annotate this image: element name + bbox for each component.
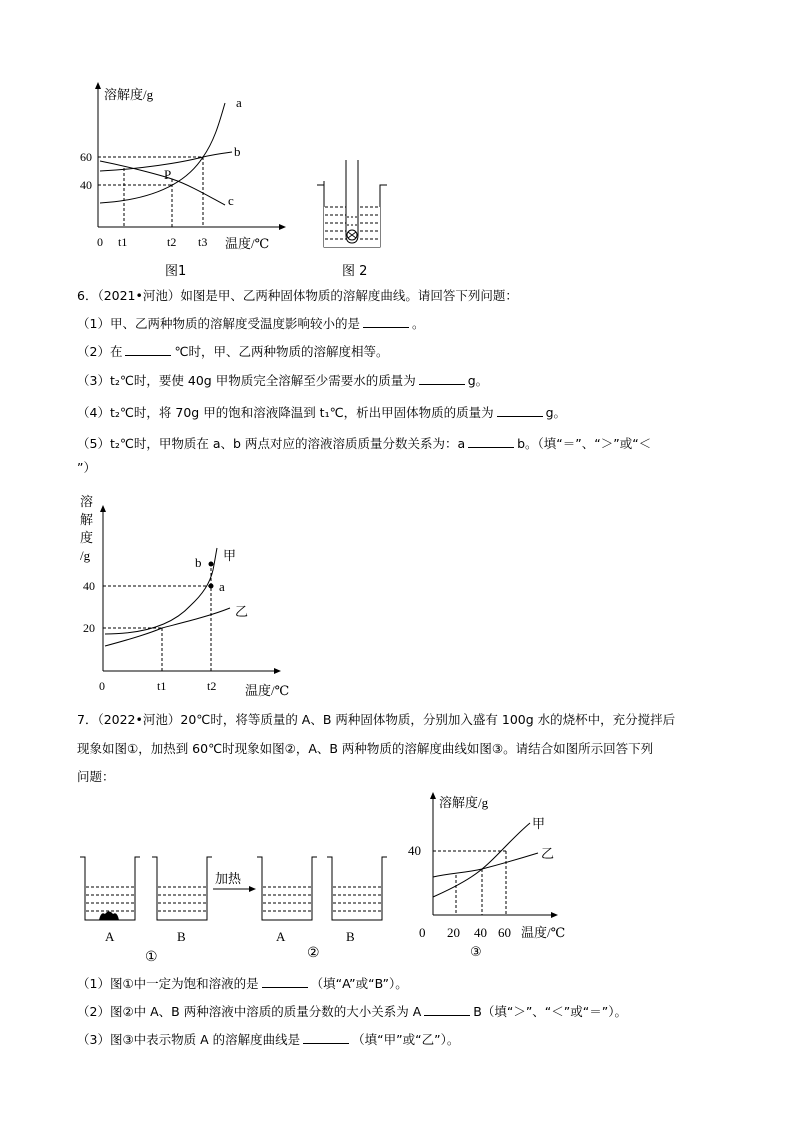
tick-x-0: 0	[99, 679, 105, 693]
beaker-b-2	[327, 857, 387, 920]
figure-beakers	[75, 845, 395, 965]
beaker-b-1	[152, 857, 212, 920]
curve-label-yi: 乙	[541, 846, 555, 861]
q6-blank-2[interactable]	[125, 344, 171, 356]
tick-x-20: 20	[447, 925, 460, 940]
fig-label-3: ③	[470, 945, 482, 960]
q7-blank-3[interactable]	[303, 1032, 349, 1044]
q7-part2: （2）图②中 A、B 两种溶液中溶质的质量分数的大小关系为 A B（填“＞”、“＜”或“＝”）。	[77, 1004, 627, 1019]
tick-y-40: 40	[408, 843, 421, 858]
point-b	[209, 562, 214, 567]
curve-label-a: a	[236, 95, 242, 110]
tick-x-0: 0	[97, 235, 103, 249]
q6-stem: 6．（2021•河池）如图是甲、乙两种固体物质的溶解度曲线。请回答下列问题：	[77, 288, 518, 303]
tick-x-t3: t3	[198, 235, 208, 249]
q6-part5: （5）t₂℃时，甲物质在 a、b 两点对应的溶液溶质质量分数关系为：a b。（填“＝”、“＞”或“＜	[77, 436, 652, 451]
tick-y-20: 20	[83, 621, 95, 635]
x-axis-label: 温度/℃	[521, 925, 566, 940]
y-label-char-2: 解	[80, 512, 94, 527]
point-a	[209, 584, 214, 589]
tick-x-40: 40	[474, 925, 487, 940]
guide-lines	[98, 157, 203, 227]
figure-2-caption: 图 2	[342, 264, 368, 279]
figure-2-beaker	[312, 155, 392, 255]
tick-x-t2: t2	[207, 679, 217, 693]
q6-blank-4[interactable]	[497, 405, 543, 417]
q6-blank-5[interactable]	[468, 436, 514, 448]
q6-part4: （4）t₂℃时，将 70g 甲的饱和溶液降温到 t₁℃，析出甲固体物质的质量为 g。	[77, 405, 567, 420]
y-label-char-4: /g	[80, 548, 91, 563]
tick-x-t2: t2	[167, 235, 177, 249]
curve-label-b: b	[234, 144, 241, 159]
beaker-a-1	[80, 857, 140, 920]
beaker-a-2	[257, 857, 317, 920]
tick-x-t1: t1	[118, 235, 128, 249]
x-axis-label: 温度/℃	[225, 236, 270, 251]
q7-part1: （1）图①中一定为饱和溶液的是 （填“A”或“B”）。	[77, 976, 408, 991]
tick-x-60: 60	[498, 925, 511, 940]
tick-y-40: 40	[83, 579, 95, 593]
fig-label-2: ②	[307, 946, 320, 961]
curve-yi	[433, 853, 538, 877]
q7-part3: （3）图③中表示物质 A 的溶解度曲线是 （填“甲”或“乙”）。	[77, 1032, 460, 1047]
q7-stem-line2: 现象如图①，加热到 60℃时现象如图②，A、B 两种物质的溶解度曲线如图③。请结合如图所示回答下列	[77, 741, 654, 756]
point-label-p: P	[164, 167, 172, 182]
figure-1-solubility-chart	[60, 75, 290, 275]
q6-blank-3[interactable]	[419, 373, 465, 385]
guide-lines	[433, 851, 506, 915]
figure-1-caption: 图1	[165, 264, 187, 279]
beaker-label-3: A	[276, 929, 286, 944]
curve-c	[100, 161, 225, 205]
curve-label-jia: 甲	[223, 548, 237, 563]
q7-stem-line3: 问题：	[77, 769, 115, 784]
q6-part5-cont: ”）	[77, 460, 96, 475]
q6-part2: （2）在 ℃时，甲、乙两种物质的溶解度相等。	[77, 344, 389, 359]
point-label-a: a	[219, 579, 225, 594]
figure-3-q7-solubility-chart	[405, 785, 595, 965]
curve-label-yi: 乙	[235, 604, 249, 619]
q6-part3: （3）t₂℃时，要使 40g 甲物质完全溶解至少需要水的质量为 g。	[77, 373, 489, 388]
beaker-label-2: B	[177, 929, 186, 944]
tick-y-60: 60	[80, 150, 92, 164]
figure-3-solubility-chart	[75, 488, 315, 703]
q6-blank-1[interactable]	[363, 316, 409, 328]
curve-label-c: c	[228, 193, 234, 208]
curve-label-jia: 甲	[532, 816, 546, 831]
q6-part1: （1）甲、乙两种物质的溶解度受温度影响较小的是 。	[77, 316, 425, 331]
q7-blank-1[interactable]	[262, 976, 308, 988]
point-label-b: b	[195, 555, 202, 570]
guide-lines	[103, 563, 211, 671]
y-label-char-1: 溶	[80, 494, 94, 509]
tick-y-40: 40	[80, 178, 92, 192]
beaker-label-4: B	[346, 929, 355, 944]
tick-x-t1: t1	[157, 679, 167, 693]
curve-a	[100, 103, 225, 203]
y-axis-label: 溶解度/g	[104, 87, 154, 102]
q7-blank-2[interactable]	[424, 1004, 470, 1016]
fig-label-1: ①	[145, 950, 158, 965]
heat-arrow-label: 加热	[215, 871, 242, 886]
beaker-label-1: A	[105, 929, 115, 944]
tick-x-0: 0	[419, 925, 426, 940]
x-axis-label: 温度/℃	[245, 683, 290, 698]
q7-stem-line1: 7．（2022•河池）20℃时，将等质量的 A、B 两种固体物质，分别加入盛有 100g 水的烧杯中，充分搅拌后	[77, 712, 676, 727]
y-label-char-3: 度	[80, 530, 94, 545]
y-axis-label: 溶解度/g	[439, 795, 489, 810]
